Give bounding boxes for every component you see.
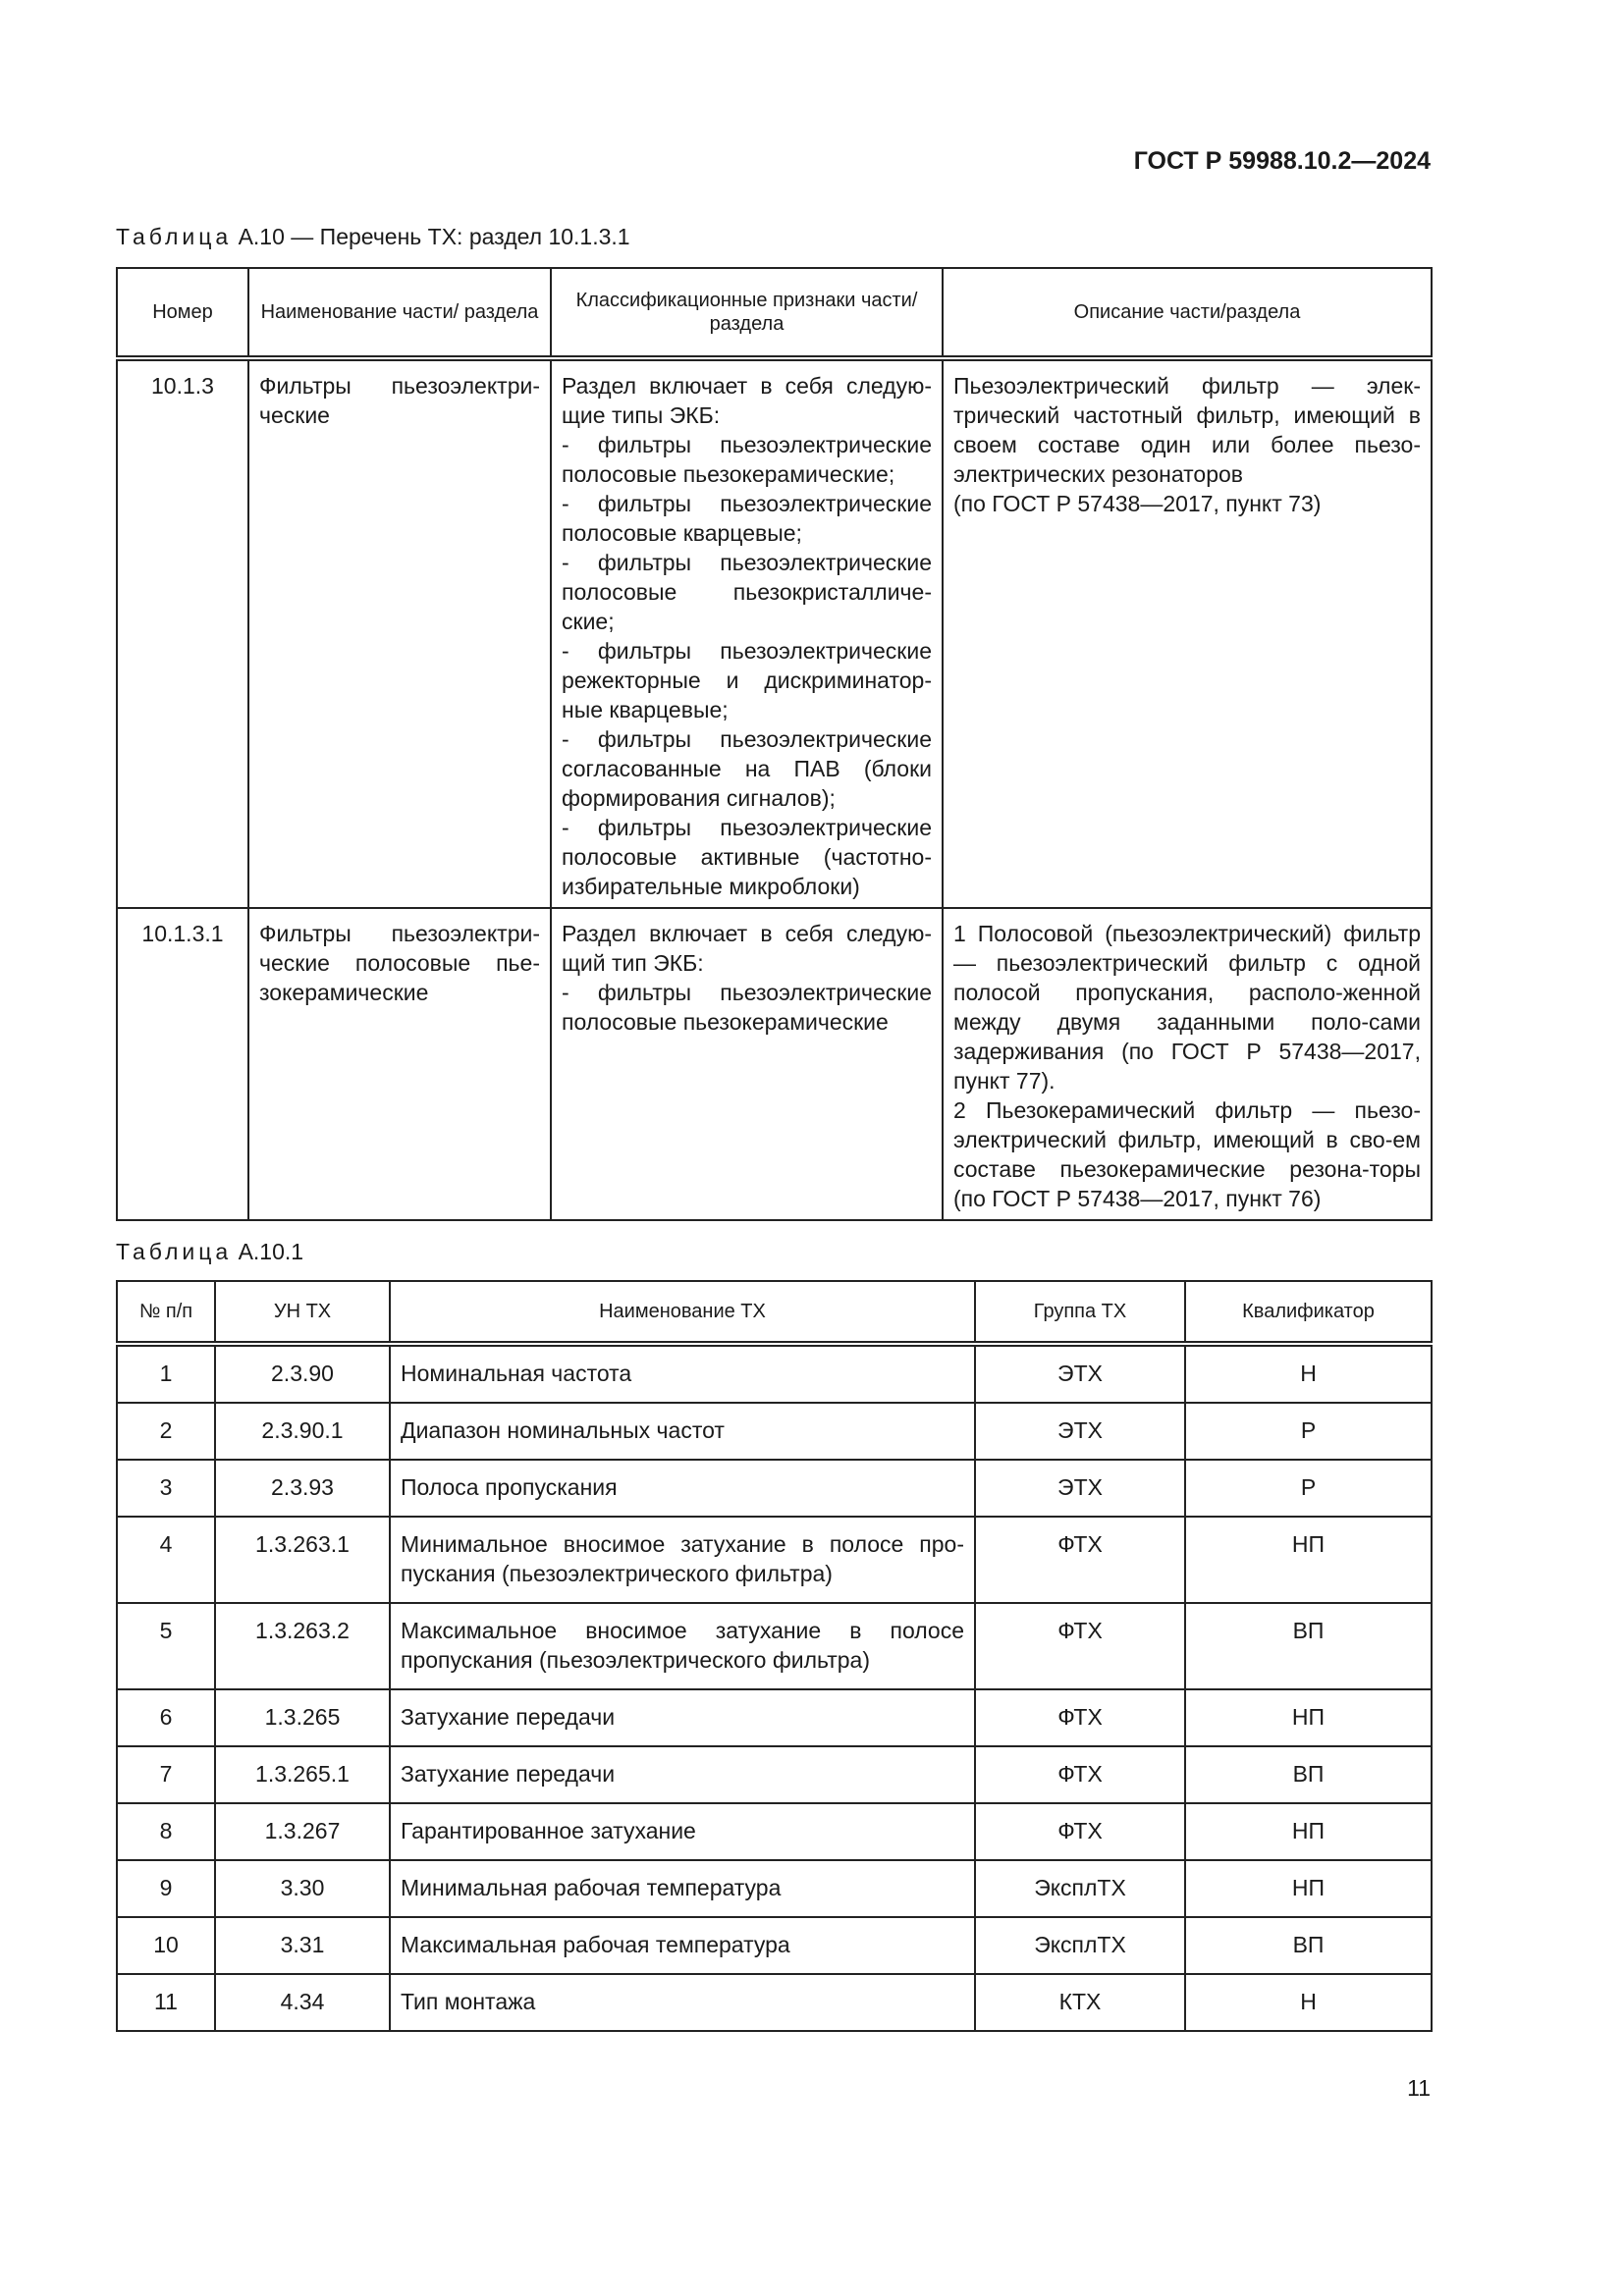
- cell-qualifier: НП: [1185, 1860, 1432, 1917]
- cell-group: ЭТХ: [975, 1403, 1185, 1460]
- cell-un: 4.34: [215, 1974, 390, 2031]
- table-a10-1: [116, 1280, 1433, 2032]
- cell-group: ФТХ: [975, 1746, 1185, 1803]
- cell-group: ФТХ: [975, 1689, 1185, 1746]
- caption-text: А.10.1: [238, 1239, 304, 1264]
- cell-name: Максимальная рабочая температура: [390, 1917, 975, 1974]
- cell-qualifier: Р: [1185, 1460, 1432, 1517]
- cell-qualifier: Н: [1185, 1344, 1432, 1403]
- cell-index: 8: [117, 1803, 215, 1860]
- cell-un: 2.3.93: [215, 1460, 390, 1517]
- cell-index: 4: [117, 1517, 215, 1603]
- cell-name: Минимальная рабочая температура: [390, 1860, 975, 1917]
- cell-number: 10.1.3: [117, 358, 248, 908]
- cell-un: 2.3.90.1: [215, 1403, 390, 1460]
- cell-description: 1 Полосовой (пьезоэлектрический) фильтр — пьезоэлектрический фильтр с одной полосой пропускания, располо-женной между двумя заданными поло-сами задерживания (по ГОСТ Р 57438—2017, пункт 77). 2 Пьезокерамический фильтр — пьезо-электрический фильтр, имеющий в сво-ем составе пьезокерамические резона-торы (по ГОСТ Р 57438—2017, пункт 76): [943, 908, 1432, 1220]
- table-row: [117, 1460, 1432, 1517]
- cell-group: ЭксплТХ: [975, 1860, 1185, 1917]
- cell-index: 6: [117, 1689, 215, 1746]
- table-row: [117, 1803, 1432, 1860]
- col-header-qualifier: Квалификатор: [1185, 1281, 1432, 1344]
- col-header-description: Описание части/раздела: [943, 268, 1432, 358]
- cell-name: Затухание передачи: [390, 1689, 975, 1746]
- table-row: [117, 908, 1432, 1220]
- cell-group: ЭТХ: [975, 1344, 1185, 1403]
- cell-index: 11: [117, 1974, 215, 2031]
- col-header-index: № п/п: [117, 1281, 215, 1344]
- cell-un: 1.3.265.1: [215, 1746, 390, 1803]
- cell-qualifier: НП: [1185, 1803, 1432, 1860]
- cell-group: ЭТХ: [975, 1460, 1185, 1517]
- cell-un: 2.3.90: [215, 1344, 390, 1403]
- table-row: [117, 1603, 1432, 1689]
- table-row: [117, 1344, 1432, 1403]
- cell-index: 10: [117, 1917, 215, 1974]
- cell-name: Тип монтажа: [390, 1974, 975, 2031]
- cell-name: Диапазон номинальных частот: [390, 1403, 975, 1460]
- cell-group: ФТХ: [975, 1603, 1185, 1689]
- col-header-features: Классификационные признаки части/раздела: [551, 268, 943, 358]
- col-header-group: Группа ТХ: [975, 1281, 1185, 1344]
- cell-index: 9: [117, 1860, 215, 1917]
- cell-index: 7: [117, 1746, 215, 1803]
- cell-description: Пьезоэлектрический фильтр — элек-трический частотный фильтр, имеющий в своем составе один или более пьезо-электрических резонаторов (по ГОСТ Р 57438—2017, пункт 73): [943, 358, 1432, 908]
- col-header-number: Номер: [117, 268, 248, 358]
- page-number: 11: [1407, 2075, 1431, 2101]
- cell-qualifier: ВП: [1185, 1603, 1432, 1689]
- table-a10-1-caption: [116, 1239, 303, 1265]
- cell-qualifier: ВП: [1185, 1746, 1432, 1803]
- cell-name: Гарантированное затухание: [390, 1803, 975, 1860]
- col-header-name: Наименование ТХ: [390, 1281, 975, 1344]
- cell-qualifier: НП: [1185, 1517, 1432, 1603]
- cell-un: 1.3.263.2: [215, 1603, 390, 1689]
- caption-word: Таблица: [116, 1239, 233, 1264]
- cell-name: Затухание передачи: [390, 1746, 975, 1803]
- cell-index: 5: [117, 1603, 215, 1689]
- cell-group: ФТХ: [975, 1803, 1185, 1860]
- cell-qualifier: Н: [1185, 1974, 1432, 2031]
- cell-group: ЭксплТХ: [975, 1917, 1185, 1974]
- cell-name: Номинальная частота: [390, 1344, 975, 1403]
- cell-group: ФТХ: [975, 1517, 1185, 1603]
- cell-name: Фильтры пьезоэлектри-ческие: [248, 358, 551, 908]
- document-code: ГОСТ Р 59988.10.2—2024: [1133, 147, 1431, 175]
- cell-un: 1.3.267: [215, 1803, 390, 1860]
- caption-text: А.10 — Перечень ТХ: раздел 10.1.3.1: [238, 224, 630, 249]
- col-header-name: Наименование части/ раздела: [248, 268, 551, 358]
- col-header-un: УН ТХ: [215, 1281, 390, 1344]
- cell-group: КТХ: [975, 1974, 1185, 2031]
- cell-qualifier: НП: [1185, 1689, 1432, 1746]
- cell-name: Фильтры пьезоэлектри-ческие полосовые пье-зокерамические: [248, 908, 551, 1220]
- cell-un: 1.3.265: [215, 1689, 390, 1746]
- cell-qualifier: Р: [1185, 1403, 1432, 1460]
- table-a10: [116, 267, 1433, 1221]
- cell-un: 3.30: [215, 1860, 390, 1917]
- cell-un: 3.31: [215, 1917, 390, 1974]
- cell-qualifier: ВП: [1185, 1917, 1432, 1974]
- table-row: [117, 1746, 1432, 1803]
- caption-word: Таблица: [116, 224, 233, 249]
- table-a10-caption: [116, 224, 630, 250]
- table-row: [117, 1517, 1432, 1603]
- cell-index: 1: [117, 1344, 215, 1403]
- cell-index: 3: [117, 1460, 215, 1517]
- table-row: [117, 1689, 1432, 1746]
- table-row: [117, 1917, 1432, 1974]
- cell-number: 10.1.3.1: [117, 908, 248, 1220]
- table-row: [117, 358, 1432, 908]
- table-row: [117, 1974, 1432, 2031]
- table-header-row: [117, 1281, 1432, 1344]
- table-row: [117, 1860, 1432, 1917]
- cell-features: Раздел включает в себя следую-щий тип ЭКБ: - фильтры пьезоэлектрические полосовые пьезокерамические: [551, 908, 943, 1220]
- cell-name: Минимальное вносимое затухание в полосе про-пускания (пьезоэлектрического фильтра): [390, 1517, 975, 1603]
- cell-name: Полоса пропускания: [390, 1460, 975, 1517]
- cell-name: Максимальное вносимое затухание в полосе пропускания (пьезоэлектрического фильтра): [390, 1603, 975, 1689]
- cell-features: Раздел включает в себя следую-щие типы ЭКБ: - фильтры пьезоэлектрические полосовые пьезокерамические; - фильтры пьезоэлектрические полосовые кварцевые; - фильтры пьезоэлектрические полосовые пьезокристалличе-ские; - фильтры пьезоэлектрические режекторные и дискриминатор-ные кварцевые; - фильтры пьезоэлектрические согласованные на ПАВ (блоки формирования сигналов); - фильтры пьезоэлектрические полосовые активные (частотно-избирательные микроблоки): [551, 358, 943, 908]
- cell-index: 2: [117, 1403, 215, 1460]
- cell-un: 1.3.263.1: [215, 1517, 390, 1603]
- table-header-row: [117, 268, 1432, 358]
- table-row: [117, 1403, 1432, 1460]
